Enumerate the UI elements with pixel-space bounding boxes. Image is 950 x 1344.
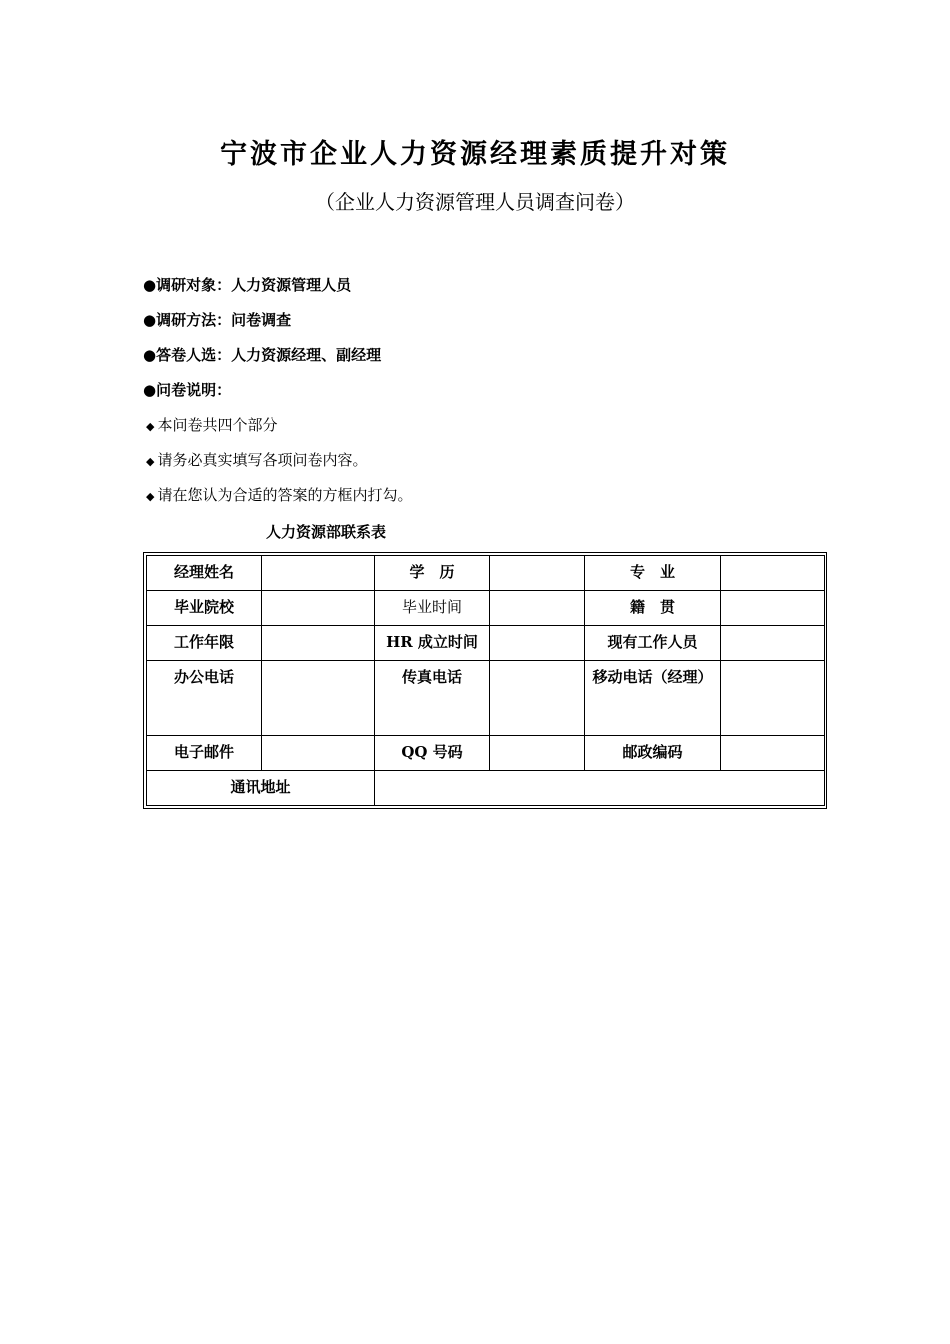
survey-method: ●调研方法：问卷调查: [143, 311, 292, 329]
field-grad-time[interactable]: [490, 591, 585, 626]
label-staff-count: 现有工作人员: [585, 626, 721, 661]
instructions-list: [146, 414, 412, 519]
label-email: 电子邮件: [147, 735, 262, 770]
label-mobile: 移动电话（经理）: [585, 661, 721, 735]
label-manager-name: 经理姓名: [147, 556, 262, 591]
survey-respondent: ●答卷人选：人力资源经理、副经理: [143, 346, 382, 364]
field-hr-founded[interactable]: [490, 626, 585, 661]
survey-instructions-heading: ●问卷说明：: [143, 381, 232, 399]
field-native-place[interactable]: [721, 591, 825, 626]
field-office-phone[interactable]: [262, 661, 375, 735]
instruction-item: ◆ 请务必真实填写各项问卷内容。: [146, 451, 368, 469]
field-staff-count[interactable]: [721, 626, 825, 661]
diamond-bullet-icon: ◆: [146, 455, 155, 468]
field-major[interactable]: [721, 556, 825, 591]
label-office-phone: 办公电话: [147, 661, 262, 735]
document-subtitle: （企业人力资源管理人员调查问卷）: [315, 190, 635, 214]
label-postcode: 邮政编码: [585, 735, 721, 770]
label-grad-time: 毕业时间: [375, 591, 490, 626]
document-title: 宁波市企业人力资源经理素质提升对策: [220, 139, 730, 170]
field-school[interactable]: [262, 591, 375, 626]
field-mobile[interactable]: [721, 661, 825, 735]
label-qq: QQ 号码: [375, 735, 490, 770]
field-email[interactable]: [262, 735, 375, 770]
field-postcode[interactable]: [721, 735, 825, 770]
label-work-years: 工作年限: [147, 626, 262, 661]
diamond-bullet-icon: ◆: [146, 420, 155, 433]
label-school: 毕业院校: [147, 591, 262, 626]
contact-form-table: [143, 552, 827, 809]
diamond-bullet-icon: ◆: [146, 490, 155, 503]
field-address[interactable]: [375, 770, 825, 805]
label-hr-founded: HR 成立时间: [375, 626, 490, 661]
table-caption: 人力资源部联系表: [266, 523, 387, 541]
field-qq[interactable]: [490, 735, 585, 770]
label-native-place: 籍 贯: [585, 591, 721, 626]
instruction-item: ◆ 本问卷共四个部分: [146, 416, 278, 434]
survey-target: ●调研对象：人力资源管理人员: [143, 276, 352, 294]
label-fax: 传真电话: [375, 661, 490, 735]
label-education: 学 历: [375, 556, 490, 591]
field-fax[interactable]: [490, 661, 585, 735]
survey-info-list: [143, 274, 381, 414]
field-work-years[interactable]: [262, 626, 375, 661]
label-major: 专 业: [585, 556, 721, 591]
field-manager-name[interactable]: [262, 556, 375, 591]
instruction-item: ◆ 请在您认为合适的答案的方框内打勾。: [146, 486, 413, 504]
label-address: 通讯地址: [147, 770, 375, 805]
field-education[interactable]: [490, 556, 585, 591]
